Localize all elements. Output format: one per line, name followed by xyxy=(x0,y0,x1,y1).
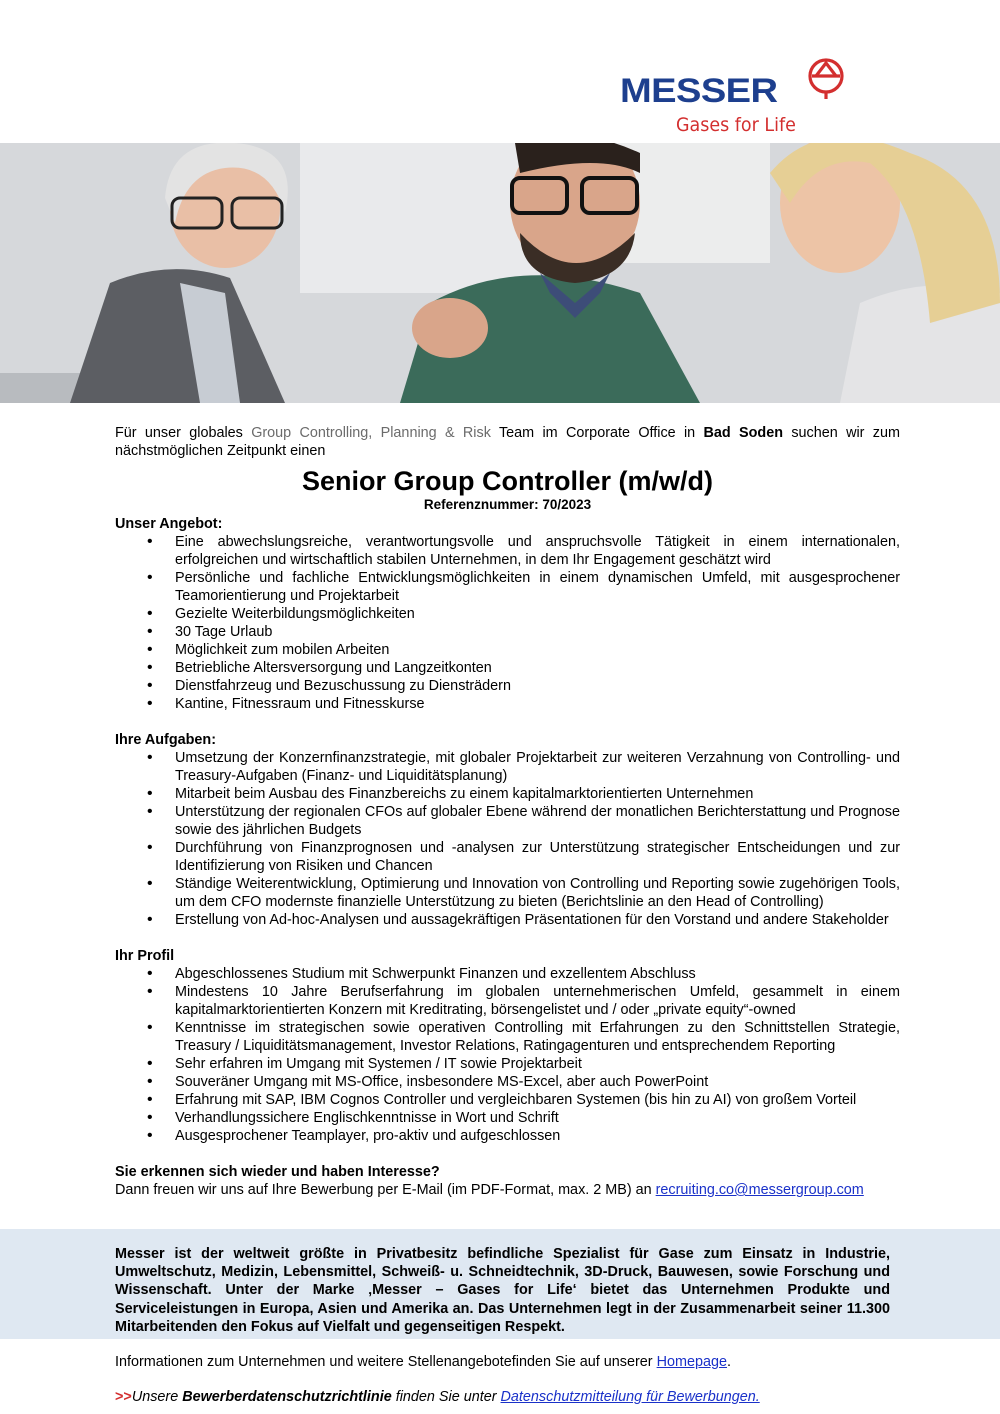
list-item: • Erstellung von Ad-hoc-Analysen und aussagekräftigen Präsentationen für den Vorstand und andere Stakeholder xyxy=(147,911,900,929)
homepage-link[interactable]: Homepage xyxy=(656,1354,727,1370)
list-item: • Dienstfahrzeug und Bezuschussung zu Diensträdern xyxy=(147,677,900,695)
list-item: • Kantine, Fitnessraum und Fitnesskurse xyxy=(147,695,900,713)
job-title: Senior Group Controller (m/w/d) xyxy=(302,466,713,496)
info-end: . xyxy=(727,1354,731,1370)
location: Bad Soden xyxy=(703,425,784,441)
list-item: • Kenntnisse im strategischen sowie operativen Controlling mit Erfahrungen zu den Schnittstellen Strategie, Treasury / Liquiditätsmanagement, Investor Relations, Ratingagenturen und entsprechendem Reporting xyxy=(147,1019,900,1055)
list-item: • Umsetzung der Konzernfinanzstrategie, mit globaler Projektarbeit zur weiteren Verzahnung von Controlling- und Treasury-Aufgaben (Finanz- und Liquiditätsplanung) xyxy=(147,749,900,785)
list-item: • Ausgesprochener Teamplayer, pro-aktiv und aufgeschlossen xyxy=(147,1127,900,1145)
list-item: • Möglichkeit zum mobilen Arbeiten xyxy=(147,641,900,659)
list-item: • Mindestens 10 Jahre Berufserfahrung im globalen unternehmerischen Umfeld, gesammelt in einem kapitalmarktorientierten Konzern mit Kreditrating, börsengelistet und / oder „private equity“-owned xyxy=(147,983,900,1019)
messer-logo xyxy=(612,52,862,140)
intro-text-2: Team im Corporate Office in xyxy=(490,425,704,441)
list-item: • Gezielte Weiterbildungsmöglichkeiten xyxy=(147,605,900,623)
reference-number: Referenznummer: 70/2023 xyxy=(423,497,592,512)
arrows-icon: >> xyxy=(115,1389,132,1405)
list-item: • Erfahrung mit SAP, IBM Cognos Controller und vergleichbaren Systemen (bis hin zu AI) von großem Vorteil xyxy=(147,1091,900,1109)
list-item: • Mitarbeit beim Ausbau des Finanzbereichs zu einem kapitalmarktorientierten Unternehmen xyxy=(147,785,900,803)
privacy-text-2: finden Sie unter xyxy=(391,1389,501,1405)
email-link[interactable]: recruiting.co@messergroup.com xyxy=(655,1182,864,1198)
list-item: • Souveräner Umgang mit MS-Office, insbesondere MS-Excel, aber auch PowerPoint xyxy=(147,1073,900,1091)
privacy-line xyxy=(115,1388,900,1406)
contact-body: Dann freuen wir uns auf Ihre Bewerbung per E-Mail (im PDF-Format, max. 2 MB) an xyxy=(115,1182,656,1198)
list-item: • 30 Tage Urlaub xyxy=(147,623,900,641)
list-item: • Unterstützung der regionalen CFOs auf globaler Ebene während der monatlichen Berichterstattung und Prognose sowie des jährlichen Budgets xyxy=(147,803,900,839)
list-item: • Abgeschlossenes Studium mit Schwerpunkt Finanzen und exzellentem Abschluss xyxy=(147,965,900,983)
tasks-heading: Ihre Aufgaben: xyxy=(115,732,217,748)
list-item: • Persönliche und fachliche Entwicklungsmöglichkeiten in einem dynamischen Umfeld, mit ausgesprochener Teamorientierung und Projektarbeit xyxy=(147,569,900,605)
contact-section xyxy=(115,1163,900,1199)
tasks-section xyxy=(115,731,900,929)
brand-name: MESSER xyxy=(620,72,778,110)
contact-heading: Sie erkennen sich wieder und haben Interesse? xyxy=(115,1164,440,1180)
profile-heading: Ihr Profil xyxy=(115,948,175,964)
privacy-link[interactable]: Datenschutzmitteilung für Bewerbungen. xyxy=(500,1389,760,1405)
profile-section xyxy=(115,947,900,1145)
list-item: • Sehr erfahren im Umgang mit Systemen / IT sowie Projektarbeit xyxy=(147,1055,900,1073)
list-item: • Ständige Weiterentwicklung, Optimierung und Innovation von Controlling und Reporting sowie zugehörigen Tools, um dem CFO modernste finanzielle Unterstützung zu bieten (Berichtslinie an den Head of Controlling) xyxy=(147,875,900,911)
list-item: • Eine abwechslungsreiche, verantwortungsvolle und anspruchsvolle Tätigkeit in einem internationalen, erfolgreichen und wirtschaftlich stabilen Unternehmen, in dem Ihr Engagement geschätzt wird xyxy=(147,533,900,569)
list-item: • Verhandlungssichere Englischkenntnisse in Wort und Schrift xyxy=(147,1109,900,1127)
profile-list xyxy=(147,965,900,1145)
intro-text-3: suchen wir zum nächstmöglichen Zeitpunkt einen xyxy=(115,425,900,459)
offer-heading: Unser Angebot: xyxy=(115,516,223,532)
messer-symbol-icon xyxy=(807,57,845,101)
privacy-text-1: Unsere xyxy=(131,1389,183,1405)
offer-list xyxy=(147,533,900,713)
team-name: Group Controlling, Planning & Risk xyxy=(251,425,491,441)
info-text: Informationen zum Unternehmen und weitere Stellenangebotefinden Sie auf unserer xyxy=(115,1354,657,1370)
job-posting-body xyxy=(115,424,900,1199)
brand-tagline: Gases for Life xyxy=(676,114,796,136)
tasks-list xyxy=(147,749,900,929)
team-photo-icon xyxy=(0,143,1000,403)
list-item: • Betriebliche Altersversorgung und Langzeitkonten xyxy=(147,659,900,677)
team-photo xyxy=(0,143,1000,403)
company-description: Messer ist der weltweit größte in Privatbesitz befindliche Spezialist für Gase zum Einsatz in Industrie, Umweltschutz, Medizin, Lebensmittel, Schweiß- u. Schneidtechnik, 3D-Druck, Bauwesen, sowie Forschung und Wissenschaft. Unter der Marke ‚Messer – Gases for Life‘ bietet das Unternehmen Produkte und Serviceleistungen in Europa, Asien und Amerika an. Das Unternehmen legt in der Zusammenarbeit seiner 11.300 Mitarbeitenden den Fokus auf Vielfalt und gegenseitigen Respekt. xyxy=(115,1246,890,1335)
offer-section xyxy=(115,515,900,713)
privacy-policy-name: Bewerberdatenschutzrichtlinie xyxy=(182,1389,392,1405)
intro-text-1: Für unser globales xyxy=(115,425,252,441)
contact-text xyxy=(115,1181,900,1199)
list-item: • Durchführung von Finanzprognosen und -analysen zur Unterstützung strategischer Entscheidungen und zur Identifizierung von Risiken und Chancen xyxy=(147,839,900,875)
intro-paragraph xyxy=(115,424,900,460)
info-line xyxy=(115,1353,900,1371)
